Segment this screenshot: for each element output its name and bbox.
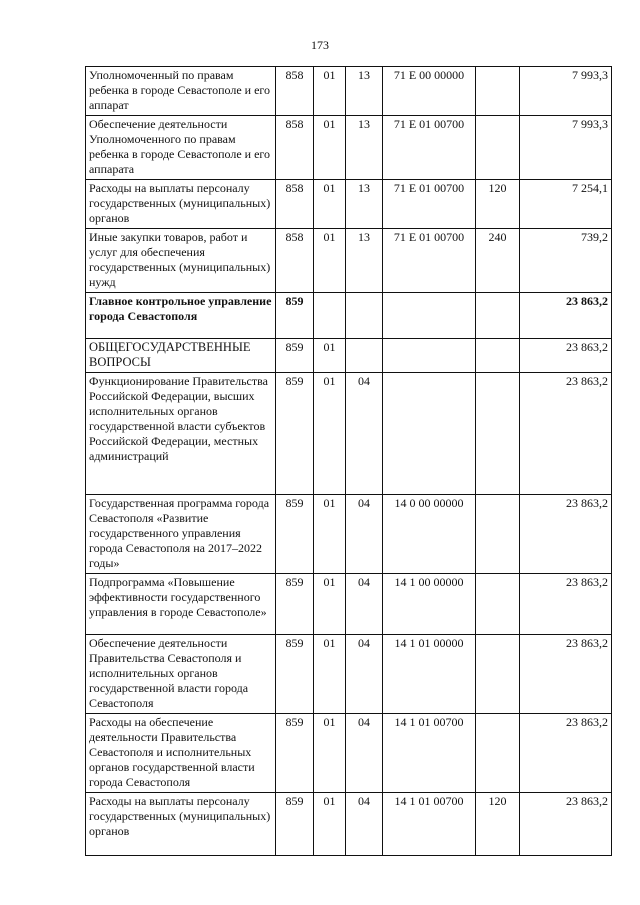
section-code: 01 [314,574,346,635]
expense-code: 120 [476,180,520,229]
expense-code [476,373,520,495]
table-row [86,495,612,574]
table-row [86,229,612,293]
table-row [86,373,612,495]
table-row [86,116,612,180]
row-sum: 23 863,2 [520,793,612,856]
section-code: 01 [314,373,346,495]
row-name: Иные закупки товаров, работ и услуг для обеспечения государственных (муниципальных) нужд [86,229,276,293]
subsection-code: 04 [346,574,383,635]
row-name: ОБЩЕГОСУДАРСТВЕННЫЕ ВОПРОСЫ [86,339,276,373]
target-code: 14 1 01 00700 [383,793,476,856]
section-code: 01 [314,714,346,793]
row-name: Расходы на выплаты персоналу государственных (муниципальных) органов [86,793,276,856]
row-sum: 7 993,3 [520,116,612,180]
ministry-code: 858 [276,67,314,116]
table-row [86,793,612,856]
section-code: 01 [314,229,346,293]
row-name: Уполномоченный по правам ребенка в городе Севастополе и его аппарат [86,67,276,116]
subsection-code: 04 [346,714,383,793]
subsection-code: 13 [346,116,383,180]
section-code [314,293,346,339]
row-name: Расходы на выплаты персоналу государственных (муниципальных) органов [86,180,276,229]
table-row [86,714,612,793]
row-sum: 23 863,2 [520,339,612,373]
expense-code [476,495,520,574]
table-row [86,339,612,373]
subsection-code: 04 [346,635,383,714]
section-code: 01 [314,180,346,229]
row-sum: 23 863,2 [520,635,612,714]
subsection-code: 13 [346,67,383,116]
ministry-code: 859 [276,793,314,856]
row-sum: 23 863,2 [520,373,612,495]
row-sum: 7 254,1 [520,180,612,229]
subsection-code [346,339,383,373]
ministry-code: 858 [276,229,314,293]
table-row [86,293,612,339]
table-row [86,67,612,116]
expense-code [476,574,520,635]
row-name: Расходы на обеспечение деятельности Правительства Севастополя и исполнительных органов государственной власти города Севастополя [86,714,276,793]
row-sum: 23 863,2 [520,714,612,793]
row-name: Функционирование Правительства Российской Федерации, высших исполнительных органов государственной власти субъектов Российской Федерации, местных администраций [86,373,276,495]
subsection-code: 13 [346,180,383,229]
row-sum: 23 863,2 [520,293,612,339]
ministry-code: 859 [276,574,314,635]
section-code: 01 [314,67,346,116]
section-code: 01 [314,339,346,373]
subsection-code: 13 [346,229,383,293]
ministry-code: 859 [276,293,314,339]
expense-code: 240 [476,229,520,293]
expense-code [476,67,520,116]
subsection-code: 04 [346,495,383,574]
row-name: Главное контрольное управление города Севастополя [86,293,276,339]
expense-code [476,293,520,339]
ministry-code: 858 [276,116,314,180]
target-code: 14 1 01 00000 [383,635,476,714]
row-name: Обеспечение деятельности Уполномоченного по правам ребенка в городе Севастополе и его аппарата [86,116,276,180]
budget-table [85,66,612,856]
target-code [383,373,476,495]
expense-code [476,339,520,373]
target-code: 14 1 00 00000 [383,574,476,635]
ministry-code: 859 [276,339,314,373]
row-sum: 739,2 [520,229,612,293]
row-sum: 7 993,3 [520,67,612,116]
target-code: 71 Е 01 00700 [383,229,476,293]
target-code [383,293,476,339]
target-code [383,339,476,373]
ministry-code: 859 [276,373,314,495]
section-code: 01 [314,495,346,574]
target-code: 14 0 00 00000 [383,495,476,574]
page-number: 173 [311,38,329,52]
section-code: 01 [314,635,346,714]
ministry-code: 859 [276,635,314,714]
subsection-code: 04 [346,793,383,856]
expense-code [476,714,520,793]
row-name: Государственная программа города Севастополя «Развитие государственного управления города Севастополя на 2017–2022 годы» [86,495,276,574]
target-code: 71 Е 00 00000 [383,67,476,116]
section-code: 01 [314,116,346,180]
table-row [86,635,612,714]
target-code: 14 1 01 00700 [383,714,476,793]
ministry-code: 858 [276,180,314,229]
expense-code [476,635,520,714]
table-row [86,180,612,229]
row-name: Обеспечение деятельности Правительства Севастополя и исполнительных органов государственной власти города Севастополя [86,635,276,714]
subsection-code [346,293,383,339]
row-sum: 23 863,2 [520,574,612,635]
ministry-code: 859 [276,495,314,574]
subsection-code: 04 [346,373,383,495]
ministry-code: 859 [276,714,314,793]
table-row [86,574,612,635]
row-name: Подпрограмма «Повышение эффективности государственного управления в городе Севастополе» [86,574,276,635]
target-code: 71 Е 01 00700 [383,180,476,229]
expense-code: 120 [476,793,520,856]
section-code: 01 [314,793,346,856]
expense-code [476,116,520,180]
row-sum: 23 863,2 [520,495,612,574]
target-code: 71 Е 01 00700 [383,116,476,180]
